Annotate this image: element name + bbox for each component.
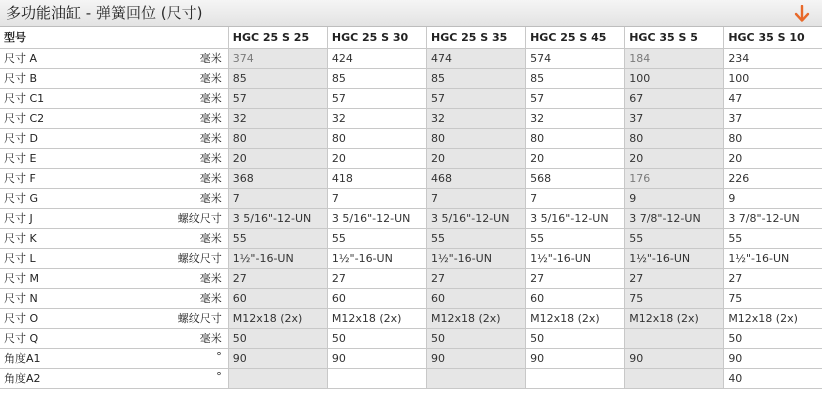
value-cell: 100	[724, 68, 822, 88]
spec-table	[0, 27, 822, 389]
value-cell: 55	[228, 228, 327, 248]
value-cell: 47	[724, 88, 822, 108]
value-cell: M12x18 (2x)	[724, 308, 822, 328]
row-label-cell	[0, 248, 228, 268]
table-row	[0, 268, 822, 288]
table-row	[0, 88, 822, 108]
value-cell: 85	[426, 68, 525, 88]
row-unit: 螺纹尺寸	[177, 312, 222, 325]
row-label: 尺寸 B	[4, 72, 38, 85]
model-column-header: HGC 25 S 25	[228, 27, 327, 48]
row-label-cell	[0, 188, 228, 208]
table-row	[0, 248, 822, 268]
value-cell: 1½"-16-UN	[625, 248, 724, 268]
page-title	[6, 4, 202, 22]
value-cell: 55	[625, 228, 724, 248]
value-cell: 50	[327, 328, 426, 348]
title-bar	[0, 0, 822, 27]
value-cell: 50	[426, 328, 525, 348]
value-cell: 418	[327, 168, 426, 188]
value-cell: 3 7/8"-12-UN	[625, 208, 724, 228]
value-cell: 27	[327, 268, 426, 288]
row-label: 尺寸 Q	[4, 332, 39, 345]
value-cell: 374	[228, 48, 327, 68]
value-cell: 75	[724, 288, 822, 308]
value-cell: 75	[625, 288, 724, 308]
value-cell: M12x18 (2x)	[625, 308, 724, 328]
row-label: 尺寸 N	[4, 292, 38, 305]
table-row	[0, 128, 822, 148]
value-cell: 90	[228, 348, 327, 368]
row-label: 尺寸 E	[4, 152, 37, 165]
value-cell: 80	[228, 128, 327, 148]
row-label: 尺寸 A	[4, 52, 38, 65]
value-cell: 32	[526, 108, 625, 128]
value-cell: 424	[327, 48, 426, 68]
value-cell: 55	[526, 228, 625, 248]
value-cell: 80	[327, 128, 426, 148]
value-cell: 85	[327, 68, 426, 88]
value-cell: 80	[724, 128, 822, 148]
table-header-row	[0, 27, 822, 48]
value-cell: 468	[426, 168, 525, 188]
value-cell: 184	[625, 48, 724, 68]
value-cell: 57	[526, 88, 625, 108]
value-cell: 90	[526, 348, 625, 368]
row-label: 尺寸 F	[4, 172, 36, 185]
value-cell: M12x18 (2x)	[327, 308, 426, 328]
value-cell: 27	[228, 268, 327, 288]
row-unit: 毫米	[199, 132, 222, 145]
value-cell: 20	[228, 148, 327, 168]
model-column-header: HGC 25 S 35	[426, 27, 525, 48]
down-arrow-icon[interactable]	[794, 5, 810, 23]
value-cell: 3 7/8"-12-UN	[724, 208, 822, 228]
value-cell: 85	[228, 68, 327, 88]
model-column-header: HGC 25 S 45	[526, 27, 625, 48]
row-unit: 毫米	[199, 72, 222, 85]
table-row	[0, 308, 822, 328]
row-unit: 毫米	[199, 112, 222, 125]
row-label: 尺寸 O	[4, 312, 39, 325]
title-main: 多功能油缸	[6, 4, 82, 22]
value-cell: 90	[625, 348, 724, 368]
title-subtitle: - 弹簧回位 (尺寸)	[81, 4, 203, 22]
table-row	[0, 208, 822, 228]
value-cell: 90	[327, 348, 426, 368]
row-label-cell	[0, 108, 228, 128]
row-unit: 毫米	[199, 152, 222, 165]
value-cell: M12x18 (2x)	[426, 308, 525, 328]
value-cell: 50	[724, 328, 822, 348]
row-unit: 毫米	[199, 52, 222, 65]
table-row	[0, 348, 822, 368]
value-cell: 90	[426, 348, 525, 368]
value-cell: 20	[625, 148, 724, 168]
value-cell: 57	[426, 88, 525, 108]
value-cell: 55	[426, 228, 525, 248]
value-cell: 1½"-16-UN	[426, 248, 525, 268]
value-cell: 7	[426, 188, 525, 208]
table-row	[0, 48, 822, 68]
row-label-cell	[0, 328, 228, 348]
row-unit: 毫米	[199, 292, 222, 305]
row-label: 尺寸 K	[4, 232, 37, 245]
row-label-cell	[0, 148, 228, 168]
value-cell: 90	[724, 348, 822, 368]
row-unit: 毫米	[199, 332, 222, 345]
row-unit: 螺纹尺寸	[177, 252, 222, 265]
value-cell: 60	[526, 288, 625, 308]
value-cell	[426, 368, 525, 388]
value-cell: 60	[327, 288, 426, 308]
row-label-cell	[0, 228, 228, 248]
row-label: 尺寸 C2	[4, 112, 45, 125]
row-label: 尺寸 G	[4, 192, 39, 205]
row-label-cell	[0, 348, 228, 368]
value-cell	[526, 368, 625, 388]
value-cell: 27	[526, 268, 625, 288]
row-label: 尺寸 J	[4, 212, 33, 225]
table-row	[0, 188, 822, 208]
value-cell: 3 5/16"-12-UN	[526, 208, 625, 228]
row-label: 尺寸 L	[4, 252, 36, 265]
value-cell: 55	[724, 228, 822, 248]
table-row	[0, 368, 822, 388]
value-cell: 7	[327, 188, 426, 208]
table-row	[0, 108, 822, 128]
value-cell: 60	[228, 288, 327, 308]
value-cell: 27	[426, 268, 525, 288]
model-column-header: HGC 25 S 30	[327, 27, 426, 48]
row-unit: 螺纹尺寸	[177, 212, 222, 225]
table-row	[0, 68, 822, 88]
value-cell: 234	[724, 48, 822, 68]
value-cell: 60	[426, 288, 525, 308]
value-cell	[228, 368, 327, 388]
row-label-cell	[0, 88, 228, 108]
table-row	[0, 328, 822, 348]
value-cell: 474	[426, 48, 525, 68]
value-cell: 1½"-16-UN	[526, 248, 625, 268]
row-label: 角度A1	[4, 352, 41, 365]
value-cell: 37	[724, 108, 822, 128]
row-label-cell	[0, 208, 228, 228]
row-unit: 毫米	[199, 232, 222, 245]
value-cell: 3 5/16"-12-UN	[426, 208, 525, 228]
value-cell	[625, 368, 724, 388]
value-cell: 27	[724, 268, 822, 288]
value-cell: 368	[228, 168, 327, 188]
row-label: 尺寸 C1	[4, 92, 45, 105]
value-cell: 226	[724, 168, 822, 188]
value-cell: 37	[625, 108, 724, 128]
value-cell: 568	[526, 168, 625, 188]
row-unit: 毫米	[199, 192, 222, 205]
model-column-header: HGC 35 S 10	[724, 27, 822, 48]
value-cell: 176	[625, 168, 724, 188]
value-cell: 574	[526, 48, 625, 68]
row-label-cell	[0, 48, 228, 68]
value-cell: 20	[724, 148, 822, 168]
value-cell: M12x18 (2x)	[228, 308, 327, 328]
row-label-cell	[0, 128, 228, 148]
row-label-cell	[0, 368, 228, 388]
table-row	[0, 148, 822, 168]
row-label-cell	[0, 288, 228, 308]
row-label-cell	[0, 168, 228, 188]
row-label: 尺寸 M	[4, 272, 39, 285]
table-row	[0, 168, 822, 188]
table-row	[0, 228, 822, 248]
value-cell: M12x18 (2x)	[526, 308, 625, 328]
value-cell: 9	[724, 188, 822, 208]
table-body	[0, 48, 822, 388]
row-label-cell	[0, 268, 228, 288]
value-cell: 32	[327, 108, 426, 128]
row-unit: °	[216, 370, 222, 383]
value-cell: 57	[228, 88, 327, 108]
value-cell: 20	[327, 148, 426, 168]
row-label: 角度A2	[4, 372, 41, 385]
value-cell: 80	[526, 128, 625, 148]
row-label: 尺寸 D	[4, 132, 38, 145]
model-header: 型号	[0, 27, 228, 48]
value-cell: 67	[625, 88, 724, 108]
value-cell	[625, 328, 724, 348]
row-label-cell	[0, 68, 228, 88]
row-unit: 毫米	[199, 272, 222, 285]
value-cell: 20	[426, 148, 525, 168]
value-cell: 1½"-16-UN	[327, 248, 426, 268]
value-cell: 20	[526, 148, 625, 168]
value-cell: 85	[526, 68, 625, 88]
value-cell: 7	[228, 188, 327, 208]
row-unit: °	[216, 350, 222, 363]
value-cell: 50	[526, 328, 625, 348]
value-cell: 40	[724, 368, 822, 388]
value-cell: 32	[426, 108, 525, 128]
value-cell: 1½"-16-UN	[228, 248, 327, 268]
row-unit: 毫米	[199, 172, 222, 185]
value-cell: 100	[625, 68, 724, 88]
value-cell: 57	[327, 88, 426, 108]
value-cell: 7	[526, 188, 625, 208]
value-cell: 50	[228, 328, 327, 348]
table-row	[0, 288, 822, 308]
value-cell: 32	[228, 108, 327, 128]
value-cell: 55	[327, 228, 426, 248]
value-cell: 3 5/16"-12-UN	[327, 208, 426, 228]
value-cell: 9	[625, 188, 724, 208]
value-cell	[327, 368, 426, 388]
row-unit: 毫米	[199, 92, 222, 105]
value-cell: 1½"-16-UN	[724, 248, 822, 268]
value-cell: 3 5/16"-12-UN	[228, 208, 327, 228]
row-label-cell	[0, 308, 228, 328]
model-column-header: HGC 35 S 5	[625, 27, 724, 48]
value-cell: 80	[625, 128, 724, 148]
value-cell: 80	[426, 128, 525, 148]
value-cell: 27	[625, 268, 724, 288]
